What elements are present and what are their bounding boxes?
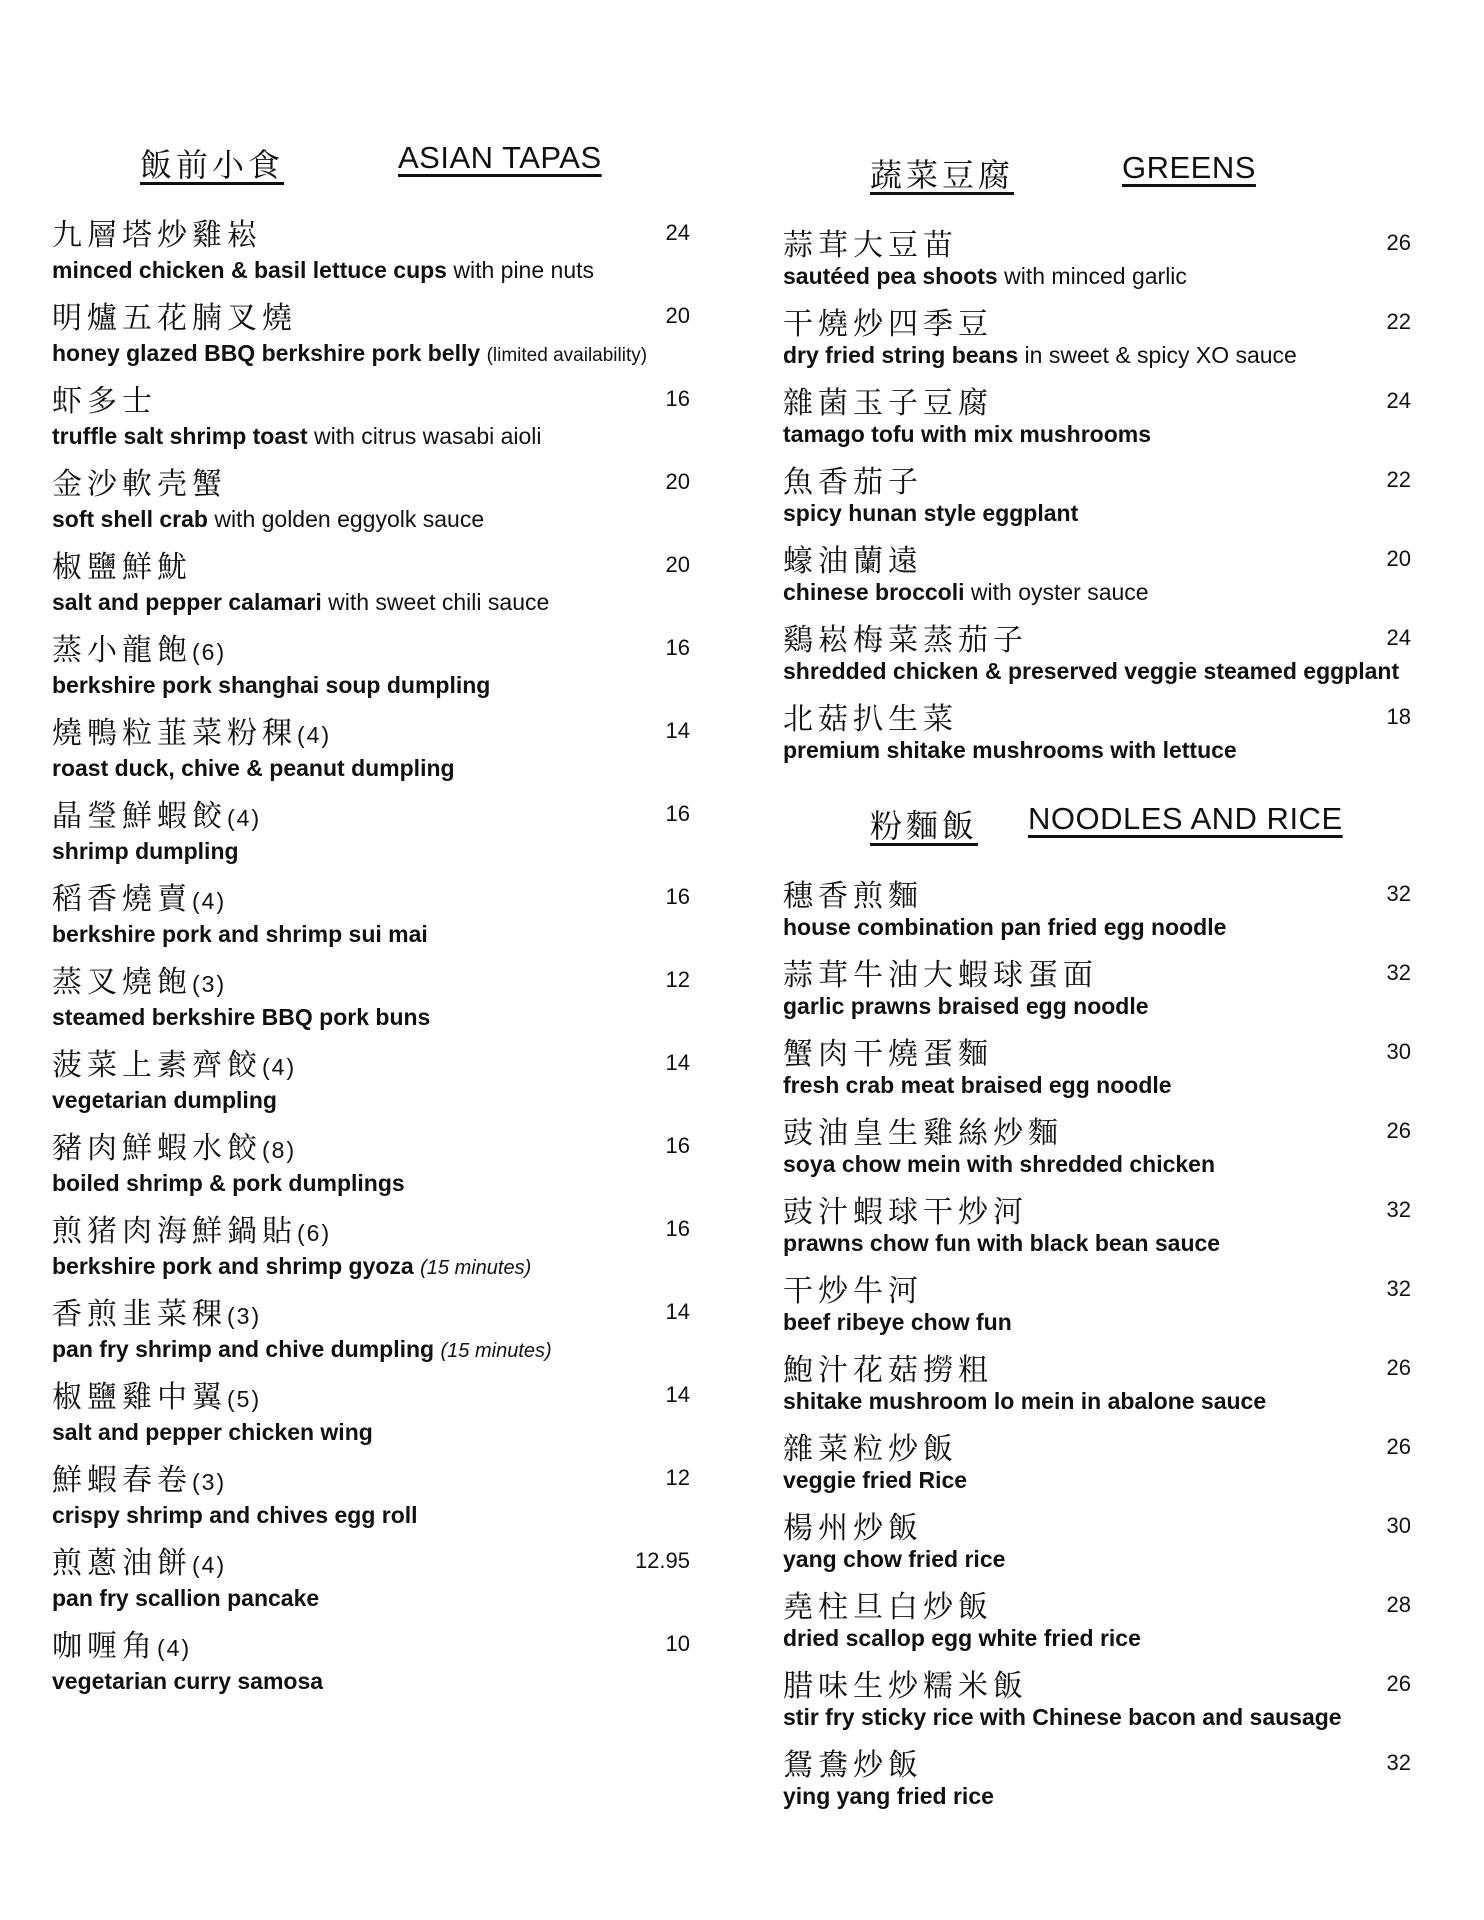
item-price: 32 (1386, 1276, 1411, 1301)
item-header-row (783, 1341, 1423, 1388)
item-note: (15 minutes) (440, 1340, 552, 1362)
item-name-zh: 豉汁蝦球干炒河 (783, 1195, 1028, 1230)
item-price: 22 (1386, 467, 1411, 492)
item-description (52, 1496, 702, 1534)
menu-item-list (52, 206, 702, 1700)
item-count: (4) (262, 1054, 297, 1080)
item-name-zh-line (52, 1455, 226, 1499)
item-name-en: vegetarian dumpling (52, 1087, 277, 1113)
item-header-row (52, 704, 702, 749)
item-header-row (52, 870, 702, 915)
item-price: 26 (1386, 1355, 1411, 1380)
item-name-zh: 蒜茸牛油大蝦球蛋面 (783, 958, 1098, 993)
item-name-zh-line (783, 1345, 993, 1389)
item-count: (3) (192, 1469, 227, 1495)
item-header-row (52, 1617, 702, 1662)
item-note: (15 minutes) (420, 1257, 532, 1279)
item-name-en: shitake mushroom lo mein in abalone sauce (783, 1388, 1267, 1414)
item-price: 14 (665, 1050, 690, 1075)
item-name-zh-line (52, 957, 226, 1001)
item-description-rest: with pine nuts (446, 257, 594, 283)
item-name-zh-line (52, 1123, 296, 1167)
item-name-zh-line (783, 950, 1098, 994)
item-name-zh-line (52, 1206, 331, 1250)
item-name-zh-line (52, 874, 226, 918)
menu-item (783, 1499, 1423, 1578)
item-price: 30 (1386, 1513, 1411, 1538)
section-heading (783, 150, 1423, 208)
item-name-zh-line (783, 220, 958, 264)
item-header-row (52, 206, 702, 251)
item-count: (4) (192, 1552, 227, 1578)
item-name-zh: 菠菜上素齊餃 (52, 1048, 262, 1083)
item-name-zh-line (52, 708, 331, 752)
item-price: 20 (1386, 546, 1411, 571)
section-title-en: GREENS (1122, 150, 1256, 185)
item-header-row (783, 374, 1423, 421)
item-header-row (52, 621, 702, 666)
item-name-en: chinese broccoli (783, 579, 965, 605)
item-name-en: dried scallop egg white fried rice (783, 1625, 1141, 1651)
item-header-row (783, 1025, 1423, 1072)
item-header-row (52, 1534, 702, 1579)
item-name-zh: 堯柱旦白炒飯 (783, 1590, 993, 1625)
section-title-en: NOODLES AND RICE (1028, 801, 1343, 836)
item-price: 16 (665, 884, 690, 909)
item-header-row (783, 453, 1423, 500)
menu-item (783, 295, 1423, 374)
item-name-zh-line (52, 1040, 296, 1084)
item-price: 14 (665, 718, 690, 743)
item-header-row (783, 1104, 1423, 1151)
item-note: (limited availability) (486, 345, 648, 366)
item-price: 20 (665, 469, 690, 494)
item-name-zh: 腊味生炒糯米飯 (783, 1669, 1028, 1704)
item-header-row (783, 1499, 1423, 1546)
item-header-row (783, 1420, 1423, 1467)
item-name-zh-line (783, 1266, 923, 1310)
item-name-zh-line (783, 1187, 1028, 1231)
item-price: 32 (1386, 960, 1411, 985)
item-header-row (783, 611, 1423, 658)
menu-item (783, 453, 1423, 532)
item-name-zh: 魚香茄子 (783, 465, 923, 500)
item-price: 16 (665, 1133, 690, 1158)
item-name-zh-line (52, 459, 227, 503)
item-name-en: berkshire pork and shrimp gyoza (52, 1253, 414, 1279)
menu-item (783, 690, 1423, 769)
menu-item (52, 1368, 702, 1451)
item-description-rest: with oyster sauce (964, 579, 1149, 605)
item-name-en: dry fried string beans (783, 342, 1019, 368)
item-name-zh-line (52, 1538, 226, 1582)
item-price: 24 (665, 220, 690, 245)
item-header-row (52, 1119, 702, 1164)
menu-item (783, 1420, 1423, 1499)
menu-item (52, 1451, 702, 1534)
menu-item (52, 1617, 702, 1700)
item-name-en: yang chow fried rice (783, 1546, 1006, 1572)
item-count: (4) (192, 888, 227, 914)
item-header-row (52, 1368, 702, 1413)
item-header-row (52, 1202, 702, 1247)
item-price: 32 (1386, 1750, 1411, 1775)
item-description (52, 915, 702, 953)
item-name-zh: 燒鴨粒韮菜粉稞 (52, 716, 297, 751)
item-name-zh-line (783, 694, 958, 738)
item-price: 20 (665, 303, 690, 328)
item-header-row (52, 538, 702, 583)
item-name-zh: 雜菌玉子豆腐 (783, 386, 993, 421)
item-name-zh-line (52, 1289, 261, 1333)
item-description (52, 500, 702, 538)
item-name-zh: 蠔油蘭遠 (783, 544, 923, 579)
section-heading (52, 140, 702, 198)
menu-item (783, 1657, 1423, 1736)
item-description (52, 1579, 702, 1617)
item-name-en: steamed berkshire BBQ pork buns (52, 1004, 431, 1030)
item-name-zh-line (52, 542, 192, 586)
item-name-en: tamago tofu with mix mushrooms (783, 421, 1152, 447)
item-name-zh-line (52, 210, 262, 254)
menu-item-list (783, 867, 1423, 1815)
item-name-zh: 北菇扒生菜 (783, 702, 958, 737)
item-header-row (52, 1451, 702, 1496)
section-asian-tapas (52, 140, 702, 1700)
item-price: 16 (665, 386, 690, 411)
item-name-zh-line (783, 1582, 993, 1626)
item-name-en: soft shell crab (52, 506, 208, 532)
item-price: 16 (665, 635, 690, 660)
item-name-zh-line (52, 1621, 191, 1665)
item-name-zh: 金沙軟壳蟹 (52, 467, 227, 502)
item-price: 14 (665, 1382, 690, 1407)
item-name-en: honey glazed BBQ berkshire pork belly (52, 340, 481, 366)
item-name-en: beef ribeye chow fun (783, 1309, 1012, 1335)
menu-item (52, 206, 702, 289)
menu-item (783, 946, 1423, 1025)
item-description (52, 334, 702, 372)
menu-item (52, 1036, 702, 1119)
item-name-zh: 明爐五花腩叉燒 (52, 301, 297, 336)
item-count: (8) (262, 1137, 297, 1163)
menu-item (52, 870, 702, 953)
item-name-zh: 蒜茸大豆苗 (783, 228, 958, 263)
menu-item (52, 1285, 702, 1368)
item-price: 28 (1386, 1592, 1411, 1617)
menu-item (783, 216, 1423, 295)
item-name-zh: 香煎韭菜稞 (52, 1297, 227, 1332)
section-title-en: ASIAN TAPAS (398, 140, 602, 175)
menu-item (52, 787, 702, 870)
item-name-zh-line (52, 791, 261, 835)
item-header-row (52, 289, 702, 334)
item-header-row (52, 372, 702, 417)
item-name-zh-line (52, 1372, 261, 1416)
item-price: 26 (1386, 1671, 1411, 1696)
item-description (52, 583, 702, 621)
item-description (52, 1330, 702, 1368)
item-header-row (783, 1657, 1423, 1704)
item-name-en: truffle salt shrimp toast (52, 423, 308, 449)
item-description (52, 832, 702, 870)
item-name-zh-line (783, 615, 1028, 659)
item-price: 24 (1386, 388, 1411, 413)
item-name-zh-line (52, 293, 297, 337)
item-name-zh: 鴛鴦炒飯 (783, 1748, 923, 1783)
item-name-en: roast duck, chive & peanut dumpling (52, 755, 455, 781)
menu-item (52, 621, 702, 704)
item-header-row (783, 1736, 1423, 1783)
item-name-zh: 豉油皇生雞絲炒麵 (783, 1116, 1063, 1151)
menu-item (783, 1736, 1423, 1815)
item-name-en: shrimp dumpling (52, 838, 239, 864)
right-column (783, 150, 1423, 1815)
menu-item (52, 953, 702, 1036)
menu-item (52, 1534, 702, 1617)
item-header-row (783, 946, 1423, 993)
section-title-zh: 蔬菜豆腐 (870, 156, 1015, 194)
section-greens (783, 150, 1423, 769)
menu-item (52, 1202, 702, 1285)
item-name-zh-line (783, 299, 993, 343)
item-name-zh: 蒸叉燒飽 (52, 965, 192, 1000)
item-name-en: crispy shrimp and chives egg roll (52, 1502, 418, 1528)
item-price: 24 (1386, 625, 1411, 650)
item-name-zh-line (783, 1661, 1028, 1705)
item-price: 12 (665, 967, 690, 992)
item-name-en: minced chicken & basil lettuce cups (52, 257, 447, 283)
menu-item (52, 1119, 702, 1202)
item-name-zh: 九層塔炒雞崧 (52, 218, 262, 253)
item-description (52, 998, 702, 1036)
item-description (52, 251, 702, 289)
left-column (52, 140, 702, 1700)
item-description-rest: with minced garlic (997, 263, 1187, 289)
item-name-zh: 煎蔥油餅 (52, 1546, 192, 1581)
item-name-zh: 干燒炒四季豆 (783, 307, 993, 342)
item-name-en: pan fry scallion pancake (52, 1585, 320, 1611)
menu-item (783, 611, 1423, 690)
item-name-en: berkshire pork and shrimp sui mai (52, 921, 428, 947)
menu-item (783, 1341, 1423, 1420)
item-header-row (52, 1036, 702, 1081)
item-header-row (52, 455, 702, 500)
item-name-zh: 椒鹽鮮魷 (52, 550, 192, 585)
item-name-zh-line (783, 457, 923, 501)
item-name-en: berkshire pork shanghai soup dumpling (52, 672, 491, 698)
item-header-row (52, 787, 702, 832)
item-name-en: shredded chicken & preserved veggie steamed eggplant (783, 658, 1400, 684)
item-name-zh-line (52, 376, 157, 420)
item-header-row (783, 295, 1423, 342)
item-name-zh-line (783, 536, 923, 580)
menu-item (783, 532, 1423, 611)
item-price: 20 (665, 552, 690, 577)
menu-item-list (783, 216, 1423, 769)
item-name-zh: 咖喱角 (52, 1629, 157, 1664)
item-description-rest: in sweet & spicy XO sauce (1018, 342, 1297, 368)
item-name-zh: 穗香煎麵 (783, 879, 923, 914)
item-description (52, 1081, 702, 1119)
item-price: 32 (1386, 1197, 1411, 1222)
item-name-zh: 鷄崧梅菜蒸茄子 (783, 623, 1028, 658)
section-title-zh: 粉麵飯 (870, 807, 979, 845)
item-header-row (783, 690, 1423, 737)
item-description (52, 1413, 702, 1451)
item-name-zh: 蒸小龍飽 (52, 633, 192, 668)
item-name-en: pan fry shrimp and chive dumpling (52, 1336, 435, 1362)
item-name-en: salt and pepper chicken wing (52, 1419, 373, 1445)
item-price: 30 (1386, 1039, 1411, 1064)
item-name-en: premium shitake mushrooms with lettuce (783, 737, 1237, 763)
item-name-zh: 椒鹽雞中翼 (52, 1380, 227, 1415)
menu-item (52, 289, 702, 372)
item-price: 18 (1386, 704, 1411, 729)
menu-item (783, 867, 1423, 946)
item-name-en: house combination pan fried egg noodle (783, 914, 1227, 940)
item-header-row (783, 216, 1423, 263)
section-title-zh: 飯前小食 (140, 146, 285, 184)
item-name-zh-line (783, 1029, 993, 1073)
item-description (52, 417, 702, 455)
item-header-row (52, 953, 702, 998)
item-name-zh: 蟹肉干燒蛋麵 (783, 1037, 993, 1072)
item-name-zh: 虾多士 (52, 384, 157, 419)
item-name-zh-line (783, 378, 993, 422)
item-price: 26 (1386, 230, 1411, 255)
item-count: (4) (227, 805, 262, 831)
item-price: 26 (1386, 1434, 1411, 1459)
item-description (52, 666, 702, 704)
item-count: (6) (297, 1220, 332, 1246)
menu-item (52, 455, 702, 538)
item-name-zh: 鮮蝦春卷 (52, 1463, 192, 1498)
item-count: (3) (227, 1303, 262, 1329)
item-name-zh-line (783, 1740, 923, 1784)
item-description-rest: with sweet chili sauce (321, 589, 550, 615)
menu-item (783, 1183, 1423, 1262)
item-name-en: veggie fried Rice (783, 1467, 968, 1493)
section-heading (783, 801, 1423, 859)
item-name-zh: 豬肉鮮蝦水餃 (52, 1131, 262, 1166)
item-header-row (783, 1262, 1423, 1309)
item-name-zh-line (783, 1424, 958, 1468)
menu-item (783, 1262, 1423, 1341)
item-count: (4) (297, 722, 332, 748)
item-name-zh: 煎猪肉海鮮鍋貼 (52, 1214, 297, 1249)
menu-item (52, 538, 702, 621)
item-price: 16 (665, 801, 690, 826)
item-name-zh-line (52, 625, 226, 669)
menu-item (52, 704, 702, 787)
item-name-en: ying yang fried rice (783, 1783, 994, 1809)
item-name-zh-line (783, 1108, 1063, 1152)
item-price: 14 (665, 1299, 690, 1324)
item-price: 32 (1386, 881, 1411, 906)
menu-item (783, 374, 1423, 453)
item-count: (3) (192, 971, 227, 997)
section-noodles-and-rice (783, 801, 1423, 1815)
item-description (52, 1164, 702, 1202)
item-price: 12 (665, 1465, 690, 1490)
item-name-zh: 鮑汁花菇撈粗 (783, 1353, 993, 1388)
menu-item (783, 1025, 1423, 1104)
item-name-en: boiled shrimp & pork dumplings (52, 1170, 405, 1196)
item-name-zh: 楊州炒飯 (783, 1511, 923, 1546)
item-header-row (783, 1183, 1423, 1230)
item-name-en: vegetarian curry samosa (52, 1668, 324, 1694)
item-description (52, 1247, 702, 1285)
item-name-zh: 雜菜粒炒飯 (783, 1432, 958, 1467)
item-price: 22 (1386, 309, 1411, 334)
item-price: 16 (665, 1216, 690, 1241)
menu-item (52, 372, 702, 455)
item-name-zh-line (783, 871, 923, 915)
item-name-en: stir fry sticky rice with Chinese bacon and sausage (783, 1704, 1342, 1730)
item-name-en: spicy hunan style eggplant (783, 500, 1079, 526)
item-name-en: soya chow mein with shredded chicken (783, 1151, 1216, 1177)
item-header-row (783, 532, 1423, 579)
item-header-row (52, 1285, 702, 1330)
item-name-zh: 晶瑩鮮蝦餃 (52, 799, 227, 834)
item-name-zh: 干炒牛河 (783, 1274, 923, 1309)
item-name-zh-line (783, 1503, 923, 1547)
item-price: 26 (1386, 1118, 1411, 1143)
item-name-en: prawns chow fun with black bean sauce (783, 1230, 1221, 1256)
item-name-zh: 稻香燒賣 (52, 882, 192, 917)
item-count: (4) (157, 1635, 192, 1661)
item-count: (6) (192, 639, 227, 665)
menu-item (783, 1578, 1423, 1657)
item-count: (5) (227, 1386, 262, 1412)
item-price: 10 (665, 1631, 690, 1656)
item-description-rest: with golden eggyolk sauce (207, 506, 485, 532)
item-name-en: sautéed pea shoots (783, 263, 998, 289)
item-description-rest: with citrus wasabi aioli (307, 423, 542, 449)
item-name-en: garlic prawns braised egg noodle (783, 993, 1149, 1019)
item-header-row (783, 867, 1423, 914)
item-name-en: fresh crab meat braised egg noodle (783, 1072, 1172, 1098)
item-header-row (783, 1578, 1423, 1625)
item-description (52, 749, 702, 787)
menu-item (783, 1104, 1423, 1183)
item-description (52, 1662, 702, 1700)
item-name-en: salt and pepper calamari (52, 589, 322, 615)
item-price: 12.95 (634, 1548, 690, 1573)
